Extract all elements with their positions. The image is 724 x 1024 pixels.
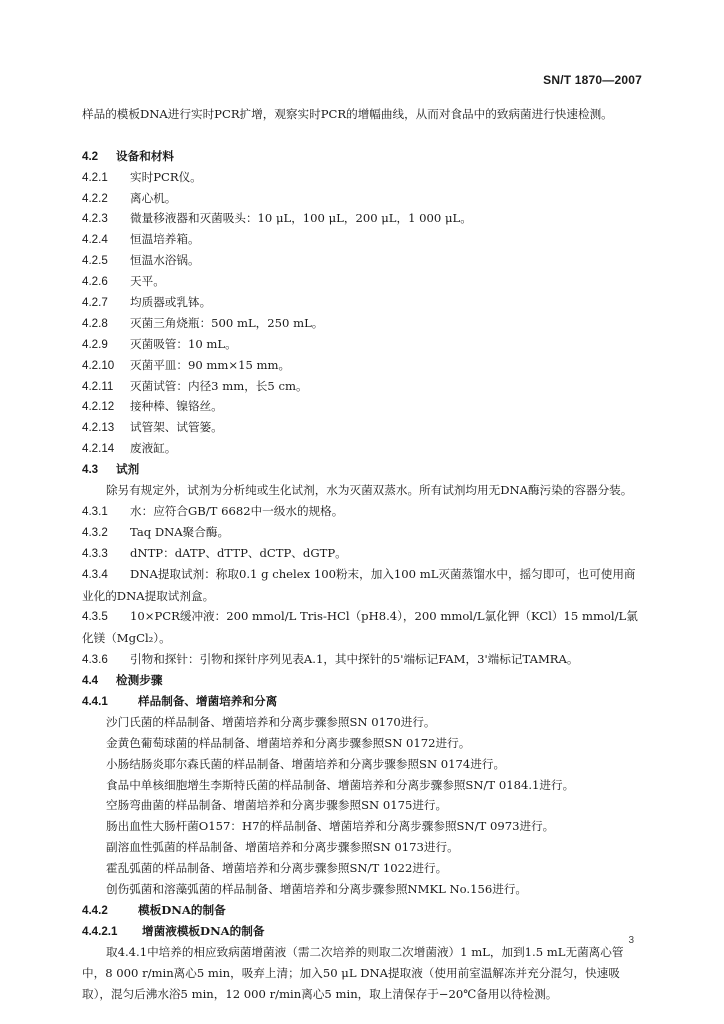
equipment-list <box>82 167 642 459</box>
item-number: 4.2.7 <box>82 296 108 310</box>
numbered-item <box>82 522 642 543</box>
sample-prep-line: 创伤弧菌和溶藻弧菌的样品制备、增菌培养和分离步骤参照NMKL No.156进行。 <box>106 882 528 897</box>
numbered-item <box>82 229 642 250</box>
reagent-intro: 除另有规定外，试剂为分析纯或生化试剂，水为灭菌双蒸水。所有试剂均用无DNA酶污染的容器分装。 <box>106 483 633 498</box>
numbered-item <box>82 649 642 670</box>
item-number: 4.2.14 <box>82 442 115 456</box>
item-text: 灭菌吸管：10 mL。 <box>130 336 237 351</box>
numbered-item <box>82 501 642 522</box>
standard-code: SN/T 1870—2007 <box>543 73 642 87</box>
item-number: 4.2.12 <box>82 400 115 414</box>
item-text: 天平。 <box>130 274 165 289</box>
numbered-item <box>82 250 642 271</box>
numbered-item <box>82 376 642 397</box>
item-text: 微量移液器和灭菌吸头：10 μL，100 μL，200 μL，1 000 μL。 <box>130 211 472 226</box>
item-number: 4.2.9 <box>82 337 108 351</box>
item-text: Taq DNA聚合酶。 <box>130 524 230 539</box>
section-4-4-2-heading <box>82 900 642 921</box>
numbered-item <box>82 167 642 188</box>
section-number: 4.4.1 <box>82 695 108 709</box>
numbered-item <box>82 292 642 313</box>
numbered-item <box>82 438 642 459</box>
section-title: 试剂 <box>116 462 140 477</box>
sample-prep-line: 副溶血性弧菌的样品制备、增菌培养和分离步骤参照SN 0173进行。 <box>106 840 459 855</box>
item-number: 4.2.10 <box>82 358 115 372</box>
reagent-list <box>82 501 642 670</box>
section-4-4-2-1-heading <box>82 921 642 942</box>
document-body <box>82 104 642 1004</box>
page-number: 3 <box>628 935 634 946</box>
numbered-item <box>82 396 642 417</box>
item-text: 灭菌三角烧瓶：500 mL，250 mL。 <box>130 315 324 330</box>
item-number: 4.2.13 <box>82 421 115 435</box>
intro-paragraph: 样品的模板DNA进行实时PCR扩增，观察实时PCR的增幅曲线，从而对食品中的致病菌进行快速检测。 <box>82 107 613 121</box>
sample-prep-line: 沙门氏菌的样品制备、增菌培养和分离步骤参照SN 0170进行。 <box>106 714 436 729</box>
numbered-item <box>82 313 642 334</box>
item-text: 恒温水浴锅。 <box>130 253 200 268</box>
item-number: 4.2.3 <box>82 212 108 226</box>
numbered-item <box>82 355 642 376</box>
item-text: 引物和探针：引物和探针序列见表A.1，其中探针的5'端标记FAM，3'端标记TAMRA。 <box>130 652 579 667</box>
item-text: 水：应符合GB/T 6682中一级水的规格。 <box>130 503 344 518</box>
numbered-item <box>82 543 642 564</box>
sample-prep-line: 肠出血性大肠杆菌O157：H7的样品制备、增菌培养和分离步骤参照SN/T 0973进行。 <box>106 819 555 834</box>
section-title: 增菌液模板DNA的制备 <box>142 923 265 938</box>
numbered-item <box>82 188 642 209</box>
section-title: 检测步骤 <box>116 673 163 688</box>
item-number: 4.3.5 <box>82 610 108 624</box>
item-text: dNTP：dATP、dTTP、dCTP、dGTP。 <box>130 545 347 560</box>
section-4-4-1-heading <box>82 691 642 712</box>
template-dna-paragraph: 取4.4.1中培养的相应致病菌增菌液（需二次培养的则取二次增菌液）1 mL，加到1.5 mL无菌离心管中，8 000 r/min离心5 min，吸弃上清；加入50 μL DNA提取液（使用前室温解冻并充分混匀，快速吸取），混匀后沸水浴5 min，12 000 r/min离心5 min，取上清保存于−20℃备用以待检测。 <box>82 944 624 1001</box>
section-number: 4.4.2 <box>82 903 108 917</box>
section-title: 设备和材料 <box>116 148 175 163</box>
item-text: 10×PCR缓冲液：200 mmol/L Tris-HCl（pH8.4），200 mmol/L氯化钾（KCl）15 mmol/L氯化镁（MgCl₂）。 <box>82 609 638 646</box>
numbered-item <box>82 271 642 292</box>
section-title: 模板DNA的制备 <box>138 902 226 917</box>
item-number: 4.2.6 <box>82 275 108 289</box>
section-number: 4.4.2.1 <box>82 924 118 938</box>
section-number: 4.2 <box>82 149 99 163</box>
item-number: 4.3.2 <box>82 525 108 539</box>
sample-prep-line: 食品中单核细胞增生李斯特氏菌的样品制备、增菌培养和分离步骤参照SN/T 0184.1进行。 <box>106 777 575 792</box>
numbered-item <box>82 334 642 355</box>
numbered-item <box>82 417 642 438</box>
sample-prep-line: 霍乱弧菌的样品制备、增菌培养和分离步骤参照SN/T 1022进行。 <box>106 861 448 876</box>
item-number: 4.2.2 <box>82 191 108 205</box>
sample-prep-line: 空肠弯曲菌的样品制备、增菌培养和分离步骤参照SN 0175进行。 <box>106 798 448 813</box>
section-4-3-heading <box>82 459 642 480</box>
section-number: 4.4 <box>82 674 99 688</box>
item-number: 4.2.8 <box>82 316 108 330</box>
item-text: 试管架、试管篓。 <box>130 420 223 435</box>
section-4-2-heading <box>82 146 642 167</box>
item-text: 均质器或乳钵。 <box>130 295 212 310</box>
item-text: 灭菌平皿：90 mm×15 mm。 <box>130 357 291 372</box>
section-4-4-heading <box>82 670 642 691</box>
item-number: 4.3.1 <box>82 504 108 518</box>
numbered-item <box>82 606 642 649</box>
sample-prep-line: 金黄色葡萄球菌的样品制备、增菌培养和分离步骤参照SN 0172进行。 <box>106 735 471 750</box>
item-number: 4.2.1 <box>82 170 108 184</box>
item-text: 实时PCR仪。 <box>130 169 202 184</box>
item-number: 4.2.11 <box>82 379 114 393</box>
item-text: DNA提取试剂：称取0.1 g chelex 100粉末，加入100 mL灭菌蒸馏水中，摇匀即可，也可使用商业化的DNA提取试剂盒。 <box>82 566 636 603</box>
sample-prep-list <box>82 712 642 900</box>
item-text: 接种棒、镍铬丝。 <box>130 399 223 414</box>
section-number: 4.3 <box>82 463 99 477</box>
sample-prep-line: 小肠结肠炎耶尔森氏菌的样品制备、增菌培养和分离步骤参照SN 0174进行。 <box>106 756 506 771</box>
section-title: 样品制备、增菌培养和分离 <box>138 694 278 709</box>
item-number: 4.2.4 <box>82 233 108 247</box>
numbered-item <box>82 564 642 607</box>
numbered-item <box>82 208 642 229</box>
item-number: 4.2.5 <box>82 254 108 268</box>
item-text: 灭菌试管：内径3 mm，长5 cm。 <box>130 378 308 393</box>
item-number: 4.3.6 <box>82 653 108 667</box>
item-text: 恒温培养箱。 <box>130 232 200 247</box>
item-number: 4.3.4 <box>82 567 108 581</box>
item-text: 离心机。 <box>130 190 177 205</box>
item-text: 废液缸。 <box>130 441 177 456</box>
item-number: 4.3.3 <box>82 546 108 560</box>
